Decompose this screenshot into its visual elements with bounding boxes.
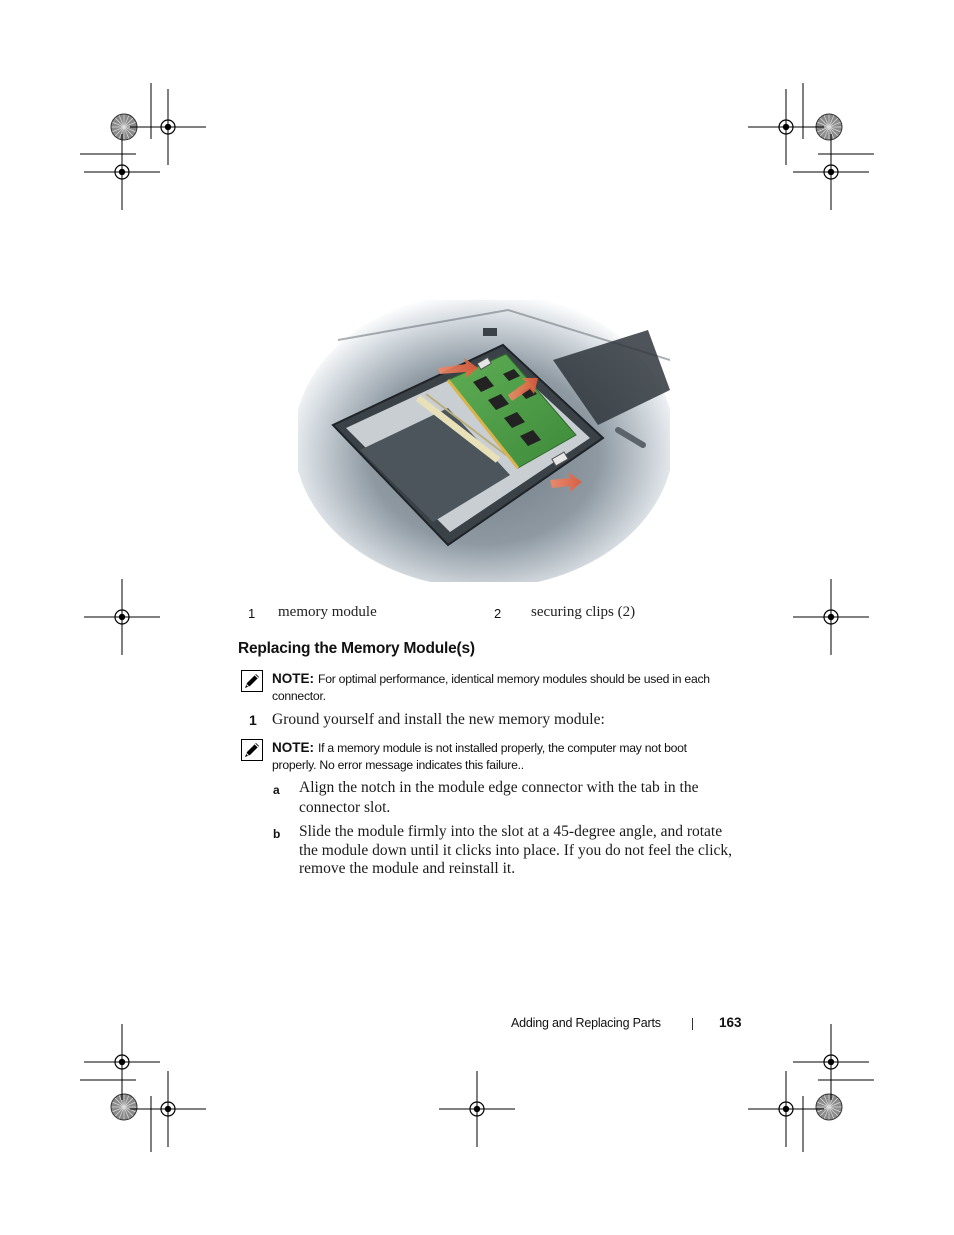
crosshair-mark-mid-left — [84, 579, 160, 655]
step-text: Ground yourself and install the new memory module: — [272, 711, 605, 728]
crosshair-mark-bottom-right-a — [793, 1024, 869, 1100]
crosshair-mark-bottom-left-b — [130, 1071, 206, 1147]
section-heading: Replacing the Memory Module(s) — [238, 640, 475, 657]
callout-number-1: 1 — [248, 606, 256, 621]
crosshair-mark-top-right-b — [793, 134, 869, 210]
note-text-line: properly. No error message indicates this failure.. — [272, 758, 524, 772]
note-text-line: For optimal performance, identical memory modules should be used in each — [318, 672, 710, 686]
substep-text-line: remove the module and reinstall it. — [299, 860, 516, 877]
note-text-line: connector. — [272, 689, 326, 703]
crosshair-mark-bottom-center — [439, 1071, 515, 1147]
substep-letter: a — [273, 783, 280, 797]
pencil-note-icon — [241, 670, 263, 692]
crosshair-mark-top-right-a — [748, 89, 824, 165]
crosshair-mark-mid-right — [793, 579, 869, 655]
callout-number-2: 2 — [494, 606, 502, 621]
starburst-mark-bottom-left — [111, 1094, 137, 1120]
footer-separator — [692, 1018, 693, 1030]
substep-text-line: the module down until it clicks into place. If you do not feel the click, — [299, 842, 733, 859]
starburst-mark-bottom-right — [816, 1094, 842, 1120]
crosshair-mark-bottom-right-b — [748, 1071, 824, 1147]
crosshair-mark-top-left-b — [84, 134, 160, 210]
crosshair-mark-bottom-left-a — [84, 1024, 160, 1100]
note-label: NOTE: — [272, 740, 314, 755]
footer-section-title: Adding and Replacing Parts — [511, 1016, 661, 1030]
substep-letter: b — [273, 827, 281, 841]
crosshair-mark-top-left-a — [130, 89, 206, 165]
substep-text-line: connector slot. — [299, 799, 391, 816]
memory-module-illustration — [298, 300, 670, 582]
pencil-note-icon — [241, 739, 263, 761]
substep-text-line: Align the notch in the module edge connector with the tab in the — [299, 779, 699, 796]
callout-label-1: memory module — [278, 604, 377, 620]
callout-label-2: securing clips (2) — [531, 604, 636, 620]
note-label: NOTE: — [272, 671, 314, 686]
step-number: 1 — [249, 712, 257, 728]
substep-text-line: Slide the module firmly into the slot at a 45-degree angle, and rotate — [299, 823, 723, 840]
note-text-line: If a memory module is not installed properly, the computer may not boot — [318, 741, 687, 755]
page-number: 163 — [719, 1015, 742, 1030]
